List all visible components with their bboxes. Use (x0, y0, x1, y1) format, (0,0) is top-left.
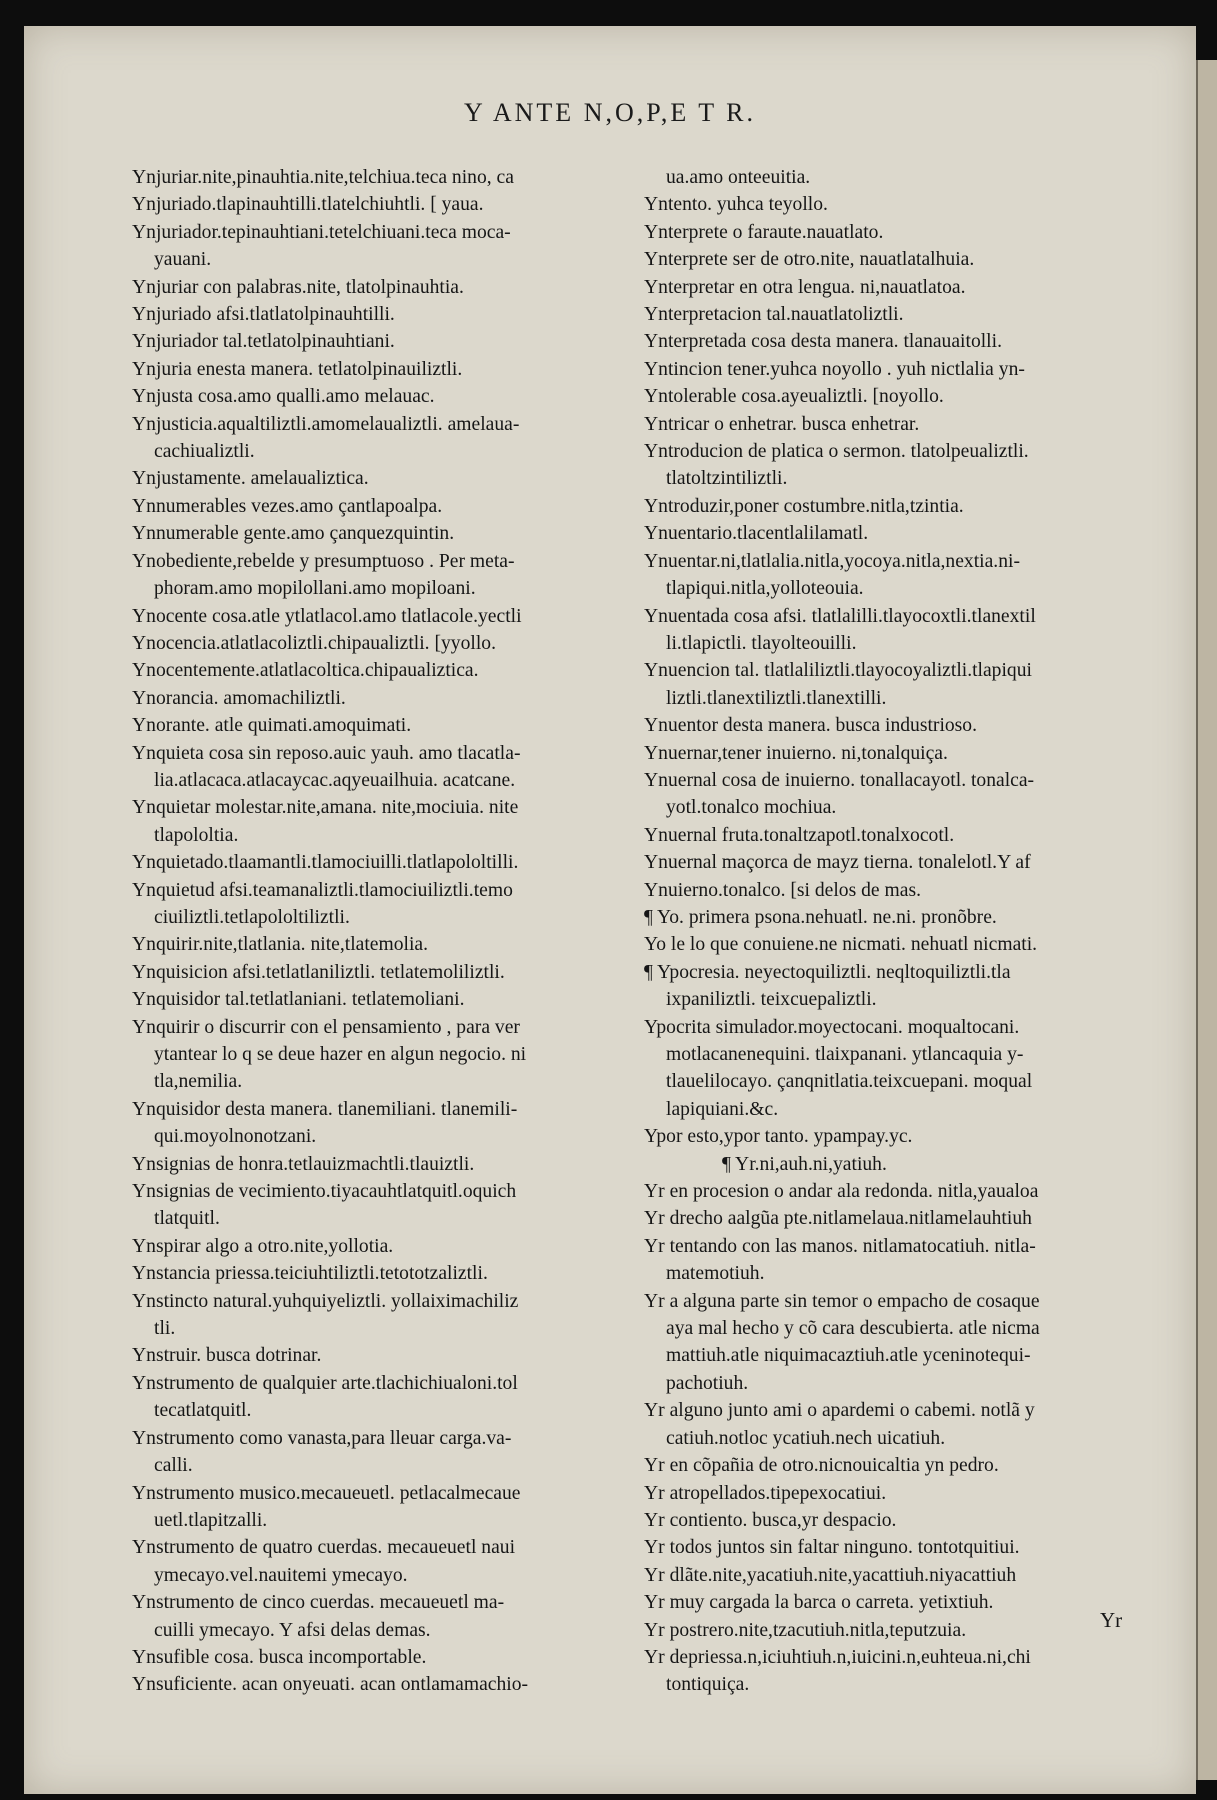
entry-line: ¶ Yo. primera psona.nehuatl. ne.ni. pronõbre. (644, 906, 997, 928)
entry-line: Yr tentando con las manos. nitlamatocatiuh. nitla- (644, 1235, 1036, 1257)
entry-line: Ynstrumento de quatro cuerdas. mecaueuetl naui (132, 1537, 516, 1559)
entry-line: Ynnumerables vezes.amo çantlapoalpa. (132, 495, 443, 517)
entry-line: Ynsignias de honra.tetlauizmachtli.tlauiztli. (132, 1153, 475, 1175)
entry-line: Yntricar o enhetrar. busca enhetrar. (644, 413, 920, 435)
entry-line: Ynjuriar con palabras.nite, tlatolpinauhtia. (132, 276, 464, 298)
entry-line: Ynocentemente.atlatlacoltica.chipaualiztica. (132, 660, 479, 682)
entry-line: calli. (154, 1455, 193, 1477)
entry-line: lia.atlacaca.atlacaycac.aqyeuailhuia. acatcane. (154, 769, 516, 791)
entry-line: Ynjuria enesta manera. tetlatolpinauiliztli. (132, 358, 463, 380)
entry-line: phoram.amo mopilollani.amo mopiloani. (154, 578, 476, 600)
entry-line: Ynuentar.ni,tlatlalia.nitla,yocoya.nitla,nextia.ni- (644, 550, 1020, 572)
entry-line: Yr a alguna parte sin temor o empacho de cosaque (644, 1290, 1040, 1312)
right-column (644, 164, 1134, 1699)
book-page (24, 26, 1196, 1794)
entry-line: Ynuentario.tlacentlalilamatl. (644, 523, 869, 545)
entry-line: tlauelilocayo. çanqnitlatia.teixcuepani. moqual (666, 1071, 1033, 1093)
entry-line: Ynsignias de vecimiento.tiyacauhtlatquitl.oquich (132, 1181, 517, 1203)
entry-line: li.tlapictli. tlayolteouilli. (666, 632, 857, 654)
entry-line: Ynspirar algo a otro.nite,yollotia. (132, 1235, 394, 1257)
entry-line: aya mal hecho y cõ cara descubierta. atle nicma (666, 1318, 1040, 1340)
entry-line: Yr muy cargada la barca o carreta. yetixtiuh. (644, 1592, 994, 1614)
entry-line: Ynstrumento musico.mecaueuetl. petlacalmecaue (132, 1482, 521, 1504)
entry-line: Ynuernal maçorca de mayz tierna. tonalelotl.Y af (644, 852, 1031, 874)
entry-line: Ynjuriado afsi.tlatlatolpinauhtilli. (132, 304, 395, 326)
entry-line: Ynquisidor desta manera. tlanemiliani. tlanemili- (132, 1098, 518, 1120)
entry-line: Yr drecho aalgũa pte.nitlamelaua.nitlamelauhtiuh (644, 1208, 1032, 1230)
entry-line: Yr postrero.nite,tzacutiuh.nitla,teputzuia. (644, 1619, 967, 1641)
entry-line: Yntento. yuhca teyollo. (644, 194, 828, 216)
entry-line: uetl.tlapitzalli. (154, 1509, 268, 1531)
entry-line: ua.amo onteeuitia. (666, 167, 811, 188)
entry-line: Yr atropellados.tipepexocatiui. (644, 1482, 887, 1504)
entry-line: Ynocente cosa.atle ytlatlacol.amo tlatlacole.yectli (132, 605, 522, 627)
entry-line: Ynjuriar.nite,pinauhtia.nite,telchiua.teca nino, ca (132, 167, 514, 188)
entry-line: Ynjusta cosa.amo qualli.amo melauac. (132, 386, 435, 408)
entry-line: Yntroduzir,poner costumbre.nitla,tzintia. (644, 495, 964, 517)
entry-line: tli. (154, 1318, 176, 1340)
entry-line: Ynterpretacion tal.nauatlatoliztli. (644, 304, 904, 326)
entry-line: Ynquietar molestar.nite,amana. nite,mociuia. nite (132, 797, 519, 819)
entry-line: Yr en procesion o andar ala redonda. nitla,yaualoa (644, 1181, 1039, 1203)
entry-line: matemotiuh. (666, 1263, 765, 1285)
entry-line: cachiualiztli. (154, 441, 255, 463)
catchword: Yr (1100, 1608, 1123, 1632)
entry-line: Ynjusticia.aqualtiliztli.amomelaualiztli. amelaua- (132, 413, 520, 435)
entry-line: catiuh.notloc ycatiuh.nech uicatiuh. (666, 1427, 946, 1449)
entry-line: Ynterpretar en otra lengua. ni,nauatlatoa. (644, 276, 966, 298)
entry-line: Yr depriessa.n,iciuhtiuh.n,iuicini.n,euhteua.ni,chi (644, 1646, 1031, 1668)
entry-line: Ynquietado.tlaamantli.tlamociuilli.tlatlapololtilli. (132, 852, 519, 874)
entry-line: ixpaniliztli. teixcuepaliztli. (666, 989, 877, 1011)
entry-line: tecatlatquitl. (154, 1400, 252, 1422)
entry-line: yotl.tonalco mochiua. (666, 797, 837, 819)
left-column (132, 164, 642, 1699)
entry-line: Ynquietud afsi.teamanaliztli.tlamociuiliztli.temo (132, 879, 513, 901)
entry-line: Yr contiento. busca,yr despacio. (644, 1509, 897, 1531)
entry-line: Ynsuficiente. acan onyeuati. acan ontlamamachio- (132, 1674, 529, 1696)
entry-line: Ynquisicion afsi.tetlatlaniliztli. tetlatemoliliztli. (132, 961, 505, 983)
entry-line: cuilli ymecayo. Y afsi delas demas. (154, 1619, 431, 1641)
entry-line: Ynjuriador.tepinauhtiani.tetelchiuani.teca moca- (132, 221, 511, 243)
entry-line: Ynuierno.tonalco. [si delos de mas. (644, 879, 921, 901)
entry-line: Ynterpretada cosa desta manera. tlanauaitolli. (644, 331, 1002, 353)
entry-line: tlapiqui.nitla,yolloteouia. (666, 578, 864, 600)
entry-line: Ynquisidor tal.tetlatlaniani. tetlatemoliani. (132, 989, 465, 1011)
entry-line: Ynorante. atle quimati.amoquimati. (132, 715, 412, 737)
entry-line: Ynjuriado.tlapinauhtilli.tlatelchiuhtli. [ yaua. (132, 194, 484, 216)
entry-line: Ynuernal fruta.tonaltzapotl.tonalxocotl. (644, 824, 955, 846)
entry-line: lapiquiani.&c. (666, 1098, 779, 1120)
entry-line: mattiuh.atle niquimacaztiuh.atle yceninotequi- (666, 1345, 1031, 1367)
entry-line: Ynuentada cosa afsi. tlatlalilli.tlayocoxtli.tlanextil (644, 605, 1036, 627)
entry-line: tlatquitl. (154, 1208, 220, 1230)
entry-line: tlapololtia. (154, 824, 239, 846)
entry-line: Yr alguno junto ami o apardemi o cabemi. notlã y (644, 1400, 1035, 1422)
entry-line: Yr dlãte.nite,yacatiuh.nite,yacattiuh.niyacattiuh (644, 1564, 1017, 1586)
entry-line: yauani. (154, 249, 212, 271)
entry-line: Yntincion tener.yuhca noyollo . yuh nictlalia yn- (644, 358, 1025, 380)
running-header: Y ANTE N,O,P,E T R. (464, 98, 756, 127)
entry-line: liztli.tlanextiliztli.tlanextilli. (666, 687, 887, 709)
entry-line: Ynobediente,rebelde y presumptuoso . Per meta- (132, 550, 515, 572)
entry-line: motlacanenequini. tlaixpanani. ytlancaquia y- (666, 1044, 1024, 1065)
entry-line: Ynnumerable gente.amo çanquezquintin. (132, 523, 455, 545)
entry-line: Ynterprete o faraute.nauatlato. (644, 221, 884, 243)
entry-line: Ynquirir.nite,tlatlania. nite,tlatemolia. (132, 934, 429, 956)
entry-line: Ypocrita simulador.moyectocani. moqualtocani. (644, 1016, 1020, 1038)
entry-line: Yntolerable cosa.ayeualiztli. [noyollo. (644, 386, 944, 408)
entry-line: Ynuernar,tener inuierno. ni,tonalquiça. (644, 742, 948, 764)
entry-line: ymecayo.vel.nauitemi ymecayo. (154, 1564, 408, 1586)
entry-line: qui.moyolnonotzani. (154, 1126, 317, 1148)
entry-line: Ynquirir o discurrir con el pensamiento , para ver (132, 1016, 520, 1038)
entry-line: Yo le lo que conuiene.ne nicmati. nehuatl nicmati. (644, 934, 1038, 956)
entry-line: tlatoltzintiliztli. (666, 468, 788, 490)
entry-line: Ynuernal cosa de inuierno. tonallacayotl. tonalca- (644, 769, 1035, 791)
entry-line: pachotiuh. (666, 1372, 749, 1394)
entry-line: ytantear lo q se deue hazer en algun negocio. ni (154, 1044, 527, 1065)
entry-line: ¶ Ypocresia. neyectoquiliztli. neqltoquiliztli.tla (644, 961, 1011, 983)
entry-line: Ynjuriador tal.tetlatolpinauhtiani. (132, 331, 395, 353)
entry-line: Ynstincto natural.yuhquiyeliztli. yollaiximachiliz (132, 1290, 519, 1312)
entry-line: Ynstrumento de qualquier arte.tlachichiualoni.tol (132, 1372, 518, 1394)
entry-line: Yr en cõpañia de otro.nicnouicaltia yn pedro. (644, 1455, 999, 1477)
entry-line: Yr todos juntos sin faltar ninguno. tontotquitiui. (644, 1537, 1020, 1559)
entry-line: Ynstrumento como vanasta,para lleuar carga.va- (132, 1427, 512, 1449)
entry-line: Ynorancia. amomachiliztli. (132, 687, 346, 709)
entry-line: tontiquiça. (666, 1674, 750, 1696)
entry-line: Ynuencion tal. tlatlaliliztli.tlayocoyaliztli.tlapiqui (644, 660, 1032, 682)
entry-line: Ynstrumento de cinco cuerdas. mecaueuetl ma- (132, 1592, 505, 1614)
entry-line: Ynstruir. busca dotrinar. (132, 1345, 322, 1367)
entry-line: Ynocencia.atlatlacoliztli.chipaualiztli. [yyollo. (132, 632, 496, 654)
facing-page-edge (1196, 60, 1217, 1780)
entry-line: Ynuentor desta manera. busca industrioso. (644, 715, 978, 737)
entry-line: Ypor esto,ypor tanto. ypampay.yc. (644, 1126, 913, 1148)
entry-line: Ynjustamente. amelaualiztica. (132, 468, 369, 490)
entry-line: Ynstancia priessa.teiciuhtiliztli.tetototzaliztli. (132, 1263, 488, 1285)
entry-line: Ynterprete ser de otro.nite, nauatlatalhuia. (644, 249, 975, 271)
entry-line: ciuiliztli.tetlapololtiliztli. (154, 906, 350, 928)
entry-line: tla,nemilia. (154, 1071, 243, 1093)
entry-line: Ynquieta cosa sin reposo.auic yauh. amo tlacatla- (132, 742, 521, 764)
entry-line: Yntroducion de platica o sermon. tlatolpeualiztli. (644, 441, 1029, 463)
entry-line: ¶ Yr.ni,auh.ni,yatiuh. (722, 1153, 887, 1175)
entry-line: Ynsufible cosa. busca incomportable. (132, 1646, 427, 1668)
